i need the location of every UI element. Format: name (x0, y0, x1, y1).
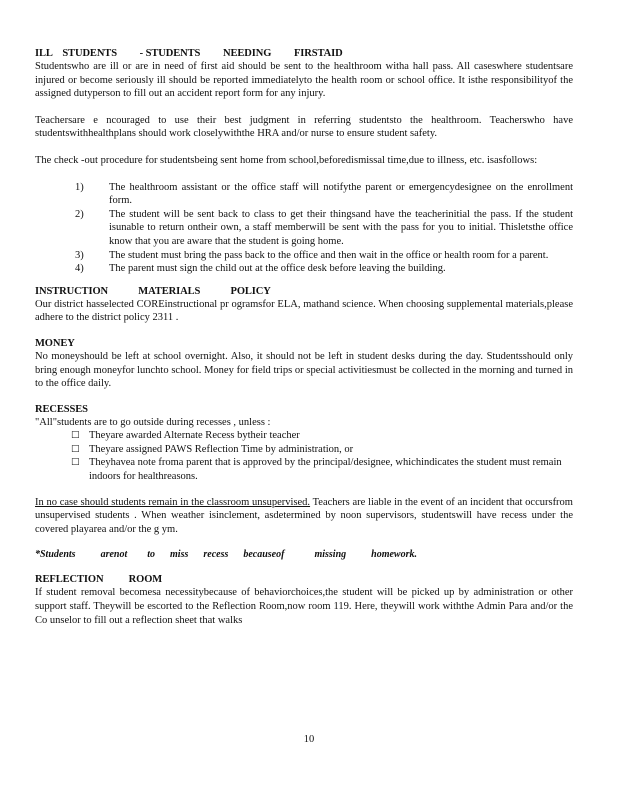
reflection-room-para: If student removal becomesa necessitybecause of behaviorchoices,the student will be picked up by administration or other support staff. Theywill be escorted to the Reflection Room,now room 119. Here, theywill work withthe Admin Para and/or the Co unselor to fill out a reflection sheet that walks (35, 587, 573, 626)
ill-students-para1: Studentswho are ill or are in need of first aid should be sent to the healthroom witha hall pass. All caseswhere studentsare injured or become seriously ill should be reported immediatelyto the health room or school office. It isthe responsibilityof the assigned dutyperson to fill out an accident report form for any injury. (35, 61, 573, 100)
square-bullet-icon: □ (71, 443, 80, 454)
instruction-materials-para: Our district hasselected COREinstructional pr ogramsfor ELA, mathand science. When choosing supplemental materials,please adhere to the district policy 2311 . (35, 298, 573, 324)
list-item (71, 443, 573, 457)
step-number: 4) (75, 263, 84, 275)
list-item (71, 456, 573, 483)
homework-note: *Students arenot to miss recess becauseof missing homework. (35, 549, 417, 561)
recesses-intro: "All"students are to go outside during recesses , unless : (35, 416, 271, 428)
bullet-text: Theyare awarded Alternate Recess bytheir teacher (89, 430, 300, 442)
bullet-text: Theyhavea note froma parent that is approved by the principal/designee, whichindicates the student must remain indoors for healthreasons. (89, 457, 562, 483)
instruction-materials-heading: INSTRUCTION MATERIALS POLICY (35, 285, 271, 297)
step-number: 1) (75, 181, 84, 193)
square-bullet-icon: □ (71, 430, 80, 441)
checkout-steps-list (75, 181, 573, 276)
list-item (75, 181, 573, 208)
step-number: 3) (75, 249, 84, 261)
step-text: The student must bring the pass back to the office and then wait in the office or health room for a parent. (109, 249, 549, 261)
step-number: 2) (75, 208, 84, 220)
ill-students-para2: Teachersare e ncouraged to use their best judgment in referring studentsto the healthroom. Teacherswho have studentswithhealthplans should work closelywiththe HRA and/or nurse to ensure student safety. (35, 114, 573, 140)
list-item (71, 429, 573, 443)
recesses-heading: RECESSES (35, 403, 88, 415)
list-item (75, 249, 573, 263)
document-page (35, 48, 573, 640)
step-text: The parent must sign the child out at the office desk before leaving the building. (109, 263, 446, 275)
list-item (75, 262, 573, 276)
recess-supervision-para (35, 496, 573, 537)
recess-supervision-text: Teachers are liable in the event of an incident that occursfrom unsupervised students . When weather isinclement, asdetermined by noon supervisors, studentswill have recess under the covered playarea and/or the g ym. (35, 496, 573, 535)
list-item (75, 208, 573, 249)
unsupervised-statement: In no case should students remain in the classroom unsupervised. (35, 496, 311, 508)
money-para: No moneyshould be left at school overnight. Also, it should not be left in student desks during the day. Studentsshould only bring enough moneyfor lunchto school. Money for field trips or special activitiesmust be collected in the morning and turned in to the office daily. (35, 350, 573, 390)
reflection-room-heading: REFLECTION ROOM (35, 574, 163, 586)
step-text: The student will be sent back to class to get their thingsand have the teacherinitial the pass. If the student isunable to return ontheir own, a staff memberwill be sent with the pass for you to initial. Thisletsthe office know that you are aware that the student is going home. (109, 208, 573, 247)
ill-students-para3: The check -out procedure for studentsbeing sent home from school,beforedismissal time,due to illness, etc. isasfollows: (35, 154, 538, 166)
step-text: The healthroom assistant or the office staff will notifythe parent or emergencydesignee on the enrollment form. (109, 181, 573, 207)
square-bullet-icon: □ (71, 457, 80, 468)
bullet-text: Theyare assigned PAWS Reflection Time by administration, or (89, 443, 354, 455)
page-number: 10 (303, 734, 315, 745)
ill-students-heading: ILL STUDENTS - STUDENTS NEEDING FIRSTAID (35, 48, 343, 59)
recess-exceptions-list (71, 429, 573, 483)
money-heading: MONEY (35, 337, 75, 349)
